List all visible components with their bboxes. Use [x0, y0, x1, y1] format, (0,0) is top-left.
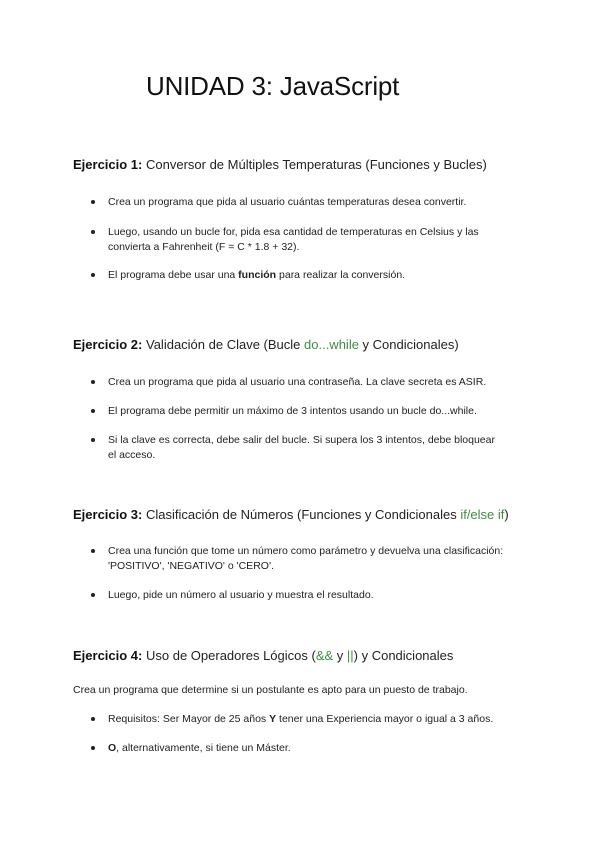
exercise-4-heading: Ejercicio 4: Uso de Operadores Lógicos (&& y ||) y Condicionales — [73, 648, 454, 663]
code-keyword: && — [315, 648, 334, 663]
exercise-4-label: Ejercicio 4: — [73, 648, 143, 663]
bullet-icon — [91, 409, 95, 413]
bullet-icon — [91, 593, 95, 597]
page-title: UNIDAD 3: JavaScript — [146, 71, 400, 101]
exercise-1-label: Ejercicio 1: — [73, 157, 143, 172]
code-keyword: if/else if — [460, 507, 505, 522]
exercise-2-label: Ejercicio 2: — [73, 337, 143, 352]
bullet-icon — [91, 438, 95, 442]
bullet-icon — [91, 717, 95, 721]
exercise-2-heading: Ejercicio 2: Validación de Clave (Bucle do...while y Condicionales) — [73, 337, 459, 352]
exercise-3-label: Ejercicio 3: — [73, 507, 143, 522]
exercise-1-heading — [73, 157, 487, 172]
bullet-icon — [91, 273, 95, 277]
bullet-icon — [91, 549, 95, 553]
code-keyword: || — [346, 648, 354, 663]
code-keyword: do...while — [304, 337, 359, 352]
bullet-icon — [91, 230, 95, 234]
bullet-icon — [91, 200, 95, 204]
exercise-1-title: Conversor de Múltiples Temperaturas (Funciones y Bucles) — [146, 157, 487, 172]
exercise-3-heading: Ejercicio 3: Clasificación de Números (Funciones y Condicionales if/else if) — [73, 507, 509, 522]
bullet-icon — [91, 746, 95, 750]
exercise-4-intro: Crea un programa que determine si un postulante es apto para un puesto de trabajo. — [73, 684, 468, 696]
document-page: UNIDAD 3: JavaScript Ejercicio 1: Conversor de Múltiples Temperaturas (Funciones y Bucles) Crea un programa que pida al usuario cuántas temperaturas desea convertir. Luego, usando un bucle for, pida esa cantidad de temperaturas en Celsius y las convierta a Fahrenheit (F = C * 1.8 + 32). El programa debe usar una función para realizar la conversión. Ejercicio 2: Validación de Clave (Bucle do...while y Condicionales) Crea un programa que pida al usuario una contraseña. La clave secreta es ASIR. El programa debe permitir un máximo de 3 intentos usando un bucle do...while. Si la clave es correcta, debe salir del bucle. Si supera los 3 intentos, debe bloquear el acceso. Ejercicio 3: Clasificación de Números (Funciones y Condicionales if/else if) Crea una función que tome un número como parámetro y devuelva una clasificación: 'POSITIVO', 'NEGATIVO' o 'CERO'. Luego, pide un número al usuario y muestra el resultado. Ejercicio 4: Uso de Operadores Lógicos (&& y ||) y Condicionales Crea un programa que determine si un postulante es apto para un puesto de trabajo. Requisitos: Ser Mayor de 25 años Y tener una Experiencia mayor o igual a 3 años. O, alternativamente, si tiene un Máster. — [73, 71, 509, 754]
bullet-icon — [91, 380, 95, 384]
